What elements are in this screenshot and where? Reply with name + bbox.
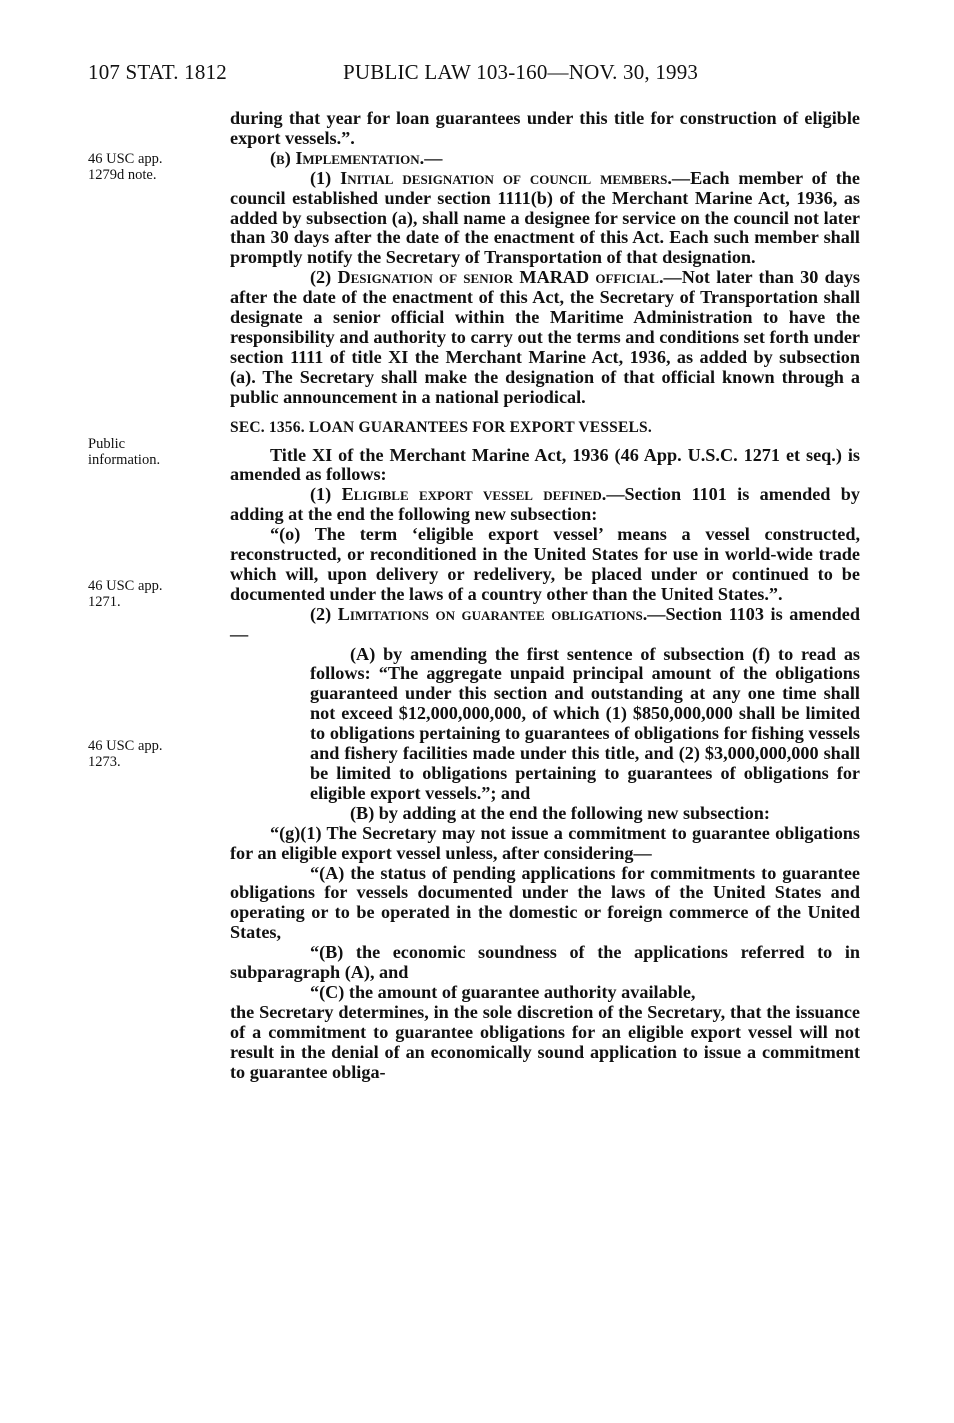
heading-label: (2) Limitations on guarantee obligations. — [310, 603, 648, 624]
law-title: PUBLIC LAW 103-160—NOV. 30, 1993 — [343, 60, 699, 84]
paragraph-g-c: “(C) the amount of guarantee authority available, — [310, 981, 696, 1002]
heading-label: (1) Eligible export vessel defined. — [310, 484, 607, 505]
section-heading: SEC. 1356. LOAN GUARANTEES FOR EXPORT VESSELS. — [230, 418, 652, 436]
subsection-b-heading — [230, 149, 860, 169]
margin-note-line: 1271. — [88, 594, 121, 610]
margin-note-line: Public — [88, 436, 126, 452]
paragraph-limitations — [230, 605, 860, 645]
paragraph-clause-a: (A) by amending the first sentence of subsection (f) to read as follows: “The aggregate unpaid principal amount of the obligations guaranteed under this section and outstanding at any one time shall not exceed $12,000,000,000, of which (1) $850,000,000 shall be limited to obligations pertaining to guarantees of obligations for fishing vessels and fishery facilities made under this title, and (2) $3,000,000,000 shall be limited to obligations pertaining to guarantees of obligations for eligible export vessels.”; and — [310, 643, 860, 803]
paragraph-subsection-o: “(o) The term ‘eligible export vessel’ means a vessel constructed, reconstructed, or reconditioned in the United States for use in world-wide trade which will, upon delivery or redelivery, be placed under or continued to be documented under the laws of a country other than the United States.”. — [230, 524, 860, 604]
paragraph-text: —Each member of the council established under section 1111(b) of the Merchant Marine Act, 1936, as added by subsection (a), shall name a designee for service on the council not later than 30 days after the date of the enactment of this Act. Each such member shall promptly notify the Secretary of Transportation of that designation. — [230, 167, 860, 268]
margin-note-1279d — [88, 151, 213, 183]
paragraph-title-xi-amended: Title XI of the Merchant Marine Act, 1936 (46 App. U.S.C. 1271 et seq.) is amended as follows: — [230, 444, 860, 485]
margin-note-1273 — [88, 738, 213, 770]
paragraph-senior-official — [230, 268, 860, 407]
paragraph-continuation: during that year for loan guarantees under this title for construction of eligible export vessels.”. — [230, 108, 860, 148]
paragraph-subsection-g: “(g)(1) The Secretary may not issue a commitment to guarantee obligations for an eligible export vessel unless, after considering— — [230, 822, 860, 863]
paragraph-text: —Section 1103 is amended— — [230, 603, 860, 644]
heading-label: (b) Implementation.— — [270, 147, 443, 168]
document-body — [230, 109, 860, 1083]
margin-note-line: 1273. — [88, 754, 121, 770]
paragraph-eligible-export-vessel — [230, 485, 860, 525]
margin-note-line: 46 USC app. — [88, 578, 163, 594]
margin-note-line: 46 USC app. — [88, 738, 163, 754]
stat-reference: 107 STAT. 1812 — [88, 60, 227, 84]
paragraph-determination: the Secretary determines, in the sole discretion of the Secretary, that the issuance of a commitment to guarantee obligations for an eligible export vessel will not result in the denial of an economically sound application to issue a commitment to guarantee obliga- — [230, 1001, 860, 1082]
margin-note-1271 — [88, 578, 213, 610]
paragraph-g-a: “(A) the status of pending applications for commitments to guarantee obligations for vessels documented under the laws of the United States and operating or to be operated in the domestic or foreign commerce of the United States, — [230, 862, 860, 943]
margin-note-public-information — [88, 436, 213, 468]
paragraph-clause-b: (B) by adding at the end the following new subsection: — [350, 802, 770, 823]
paragraph-text: —Not later than 30 days after the date of the enactment of this Act, the Secretary of Transportation shall designate a senior official within the Maritime Administration to have the responsibility and authority to carry out the terms and conditions set forth under section 1111 of title XI the Merchant Marine Act, 1936, as added by subsection (a). The Secretary shall make the designation of that official known through a public announcement in a national periodical. — [230, 267, 860, 407]
page-header — [88, 60, 894, 94]
margin-note-line: information. — [88, 452, 161, 468]
margin-note-line: 46 USC app. — [88, 151, 163, 167]
margin-note-line: 1279d note. — [88, 167, 157, 183]
paragraph-initial-designation — [230, 169, 860, 269]
paragraph-g-b: “(B) the economic soundness of the applications referred to in subparagraph (A), and — [230, 942, 860, 983]
heading-label: (2) Designation of senior MARAD official. — [310, 267, 664, 288]
paragraph-text: —Section 1101 is amended by adding at the end the following new subsection: — [230, 484, 860, 525]
heading-label: (1) Initial designation of council members. — [310, 167, 672, 188]
